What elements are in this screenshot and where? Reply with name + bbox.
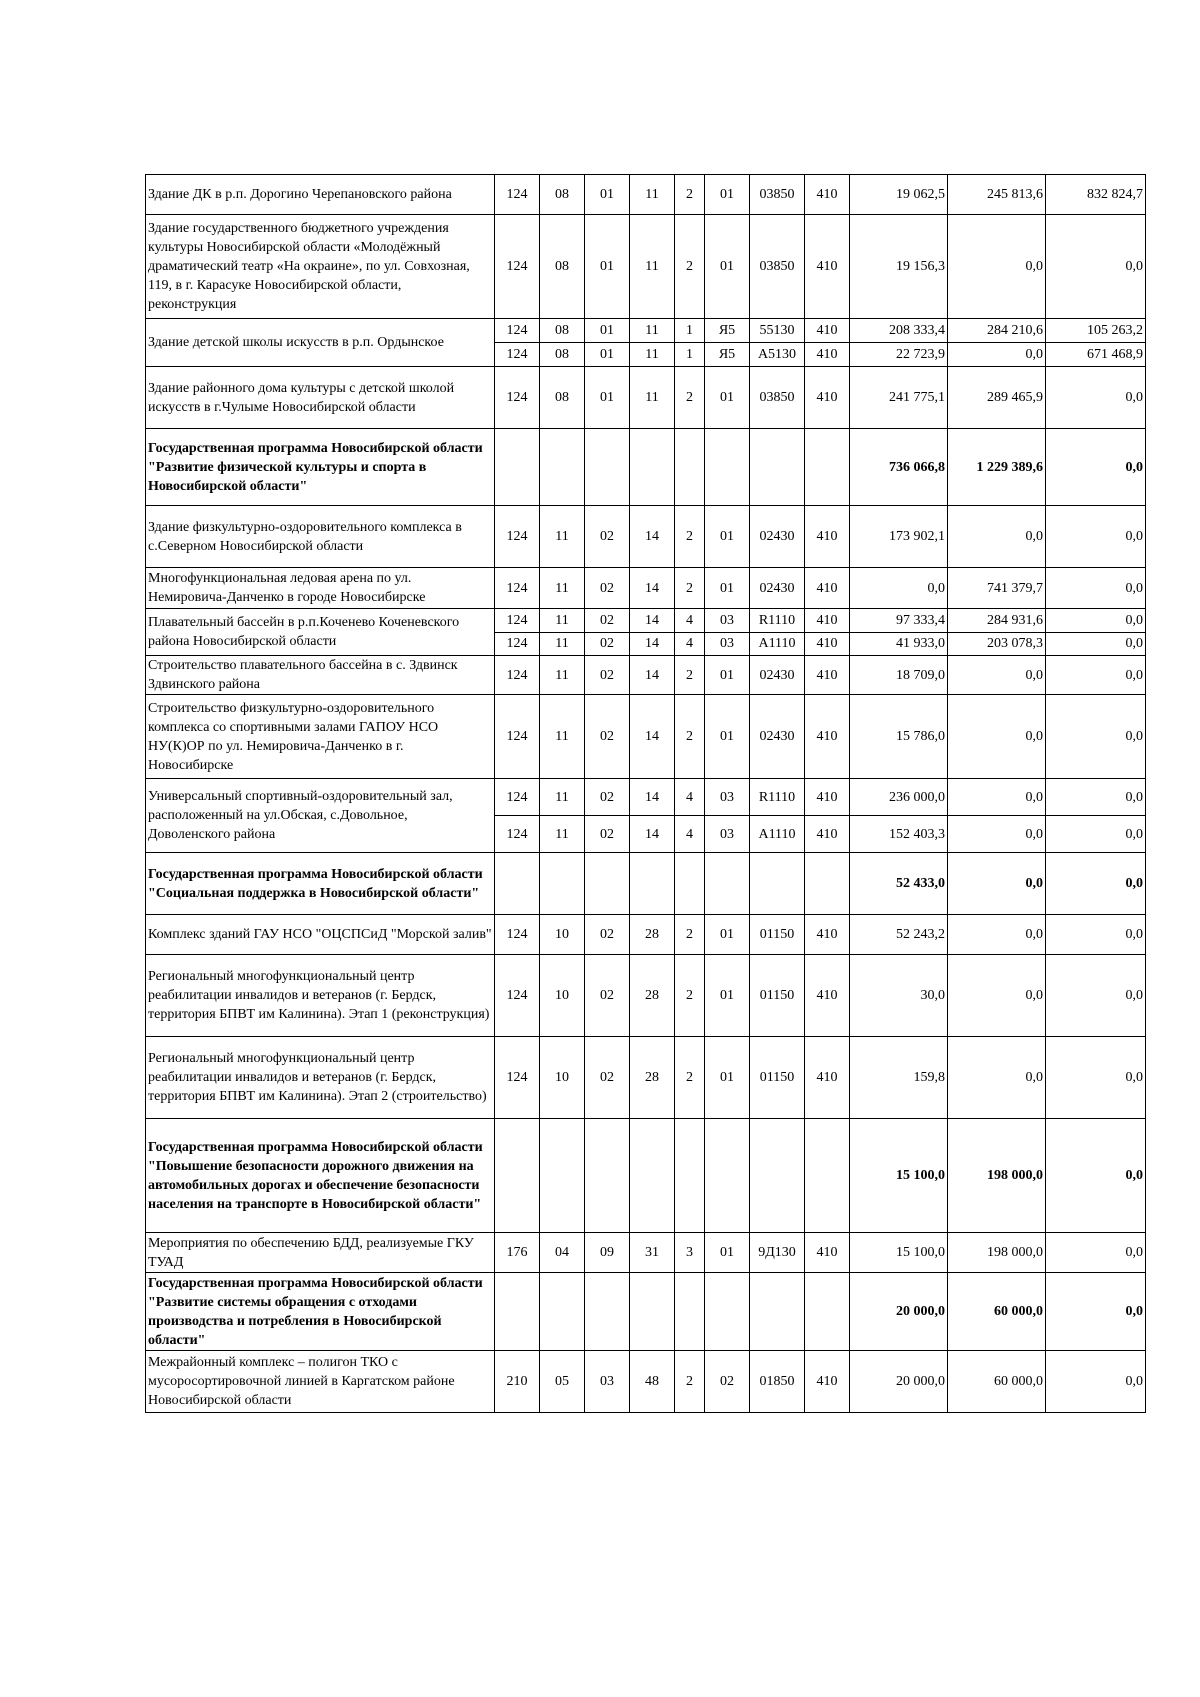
- code-cell: 01150: [750, 915, 805, 955]
- code-cell: [585, 1273, 630, 1351]
- code-cell: 05: [540, 1351, 585, 1413]
- code-cell: 1: [675, 343, 705, 367]
- amount-cell: 0,0: [1046, 568, 1146, 609]
- code-cell: 03850: [750, 215, 805, 319]
- row-name: Здание детской школы искусств в р.п. Ордынское: [146, 319, 495, 367]
- amount-cell: 60 000,0: [948, 1351, 1046, 1413]
- row-name: Государственная программа Новосибирской области "Повышение безопасности дорожного движения на автомобильных дорогах и обеспечение безопасности населения на транспорте в Новосибирской области": [146, 1119, 495, 1233]
- amount-cell: 208 333,4: [850, 319, 948, 343]
- code-cell: [540, 1273, 585, 1351]
- amount-cell: 159,8: [850, 1037, 948, 1119]
- code-cell: 11: [630, 367, 675, 429]
- code-cell: 410: [805, 175, 850, 215]
- code-cell: 11: [540, 779, 585, 816]
- code-cell: 01: [705, 695, 750, 779]
- code-cell: 01: [585, 319, 630, 343]
- code-cell: 14: [630, 695, 675, 779]
- table-row: [146, 915, 1146, 955]
- code-cell: 02430: [750, 695, 805, 779]
- amount-cell: 30,0: [850, 955, 948, 1037]
- code-cell: [805, 429, 850, 506]
- code-cell: 01: [585, 367, 630, 429]
- code-cell: 9Д130: [750, 1233, 805, 1273]
- amount-cell: 18 709,0: [850, 656, 948, 695]
- amount-cell: 15 100,0: [850, 1233, 948, 1273]
- code-cell: [750, 1273, 805, 1351]
- amount-cell: 1 229 389,6: [948, 429, 1046, 506]
- amount-cell: 0,0: [1046, 429, 1146, 506]
- table-body: [146, 175, 1146, 1413]
- code-cell: 02: [585, 816, 630, 853]
- code-cell: 11: [540, 656, 585, 695]
- amount-cell: 0,0: [948, 955, 1046, 1037]
- amount-cell: 60 000,0: [948, 1273, 1046, 1351]
- code-cell: [675, 429, 705, 506]
- code-cell: 14: [630, 779, 675, 816]
- code-cell: 2: [675, 175, 705, 215]
- code-cell: 124: [495, 779, 540, 816]
- code-cell: 410: [805, 609, 850, 633]
- amount-cell: 0,0: [948, 695, 1046, 779]
- code-cell: 124: [495, 367, 540, 429]
- code-cell: 01: [705, 656, 750, 695]
- code-cell: 124: [495, 568, 540, 609]
- code-cell: 4: [675, 779, 705, 816]
- code-cell: 124: [495, 215, 540, 319]
- row-name: Здание государственного бюджетного учреждения культуры Новосибирской области «Молодёжный драматический театр «На окраине», по ул. Совхозная, 119, в г. Карасуке Новосибирской области, реконструкция: [146, 215, 495, 319]
- code-cell: [495, 1119, 540, 1233]
- code-cell: 01150: [750, 955, 805, 1037]
- code-cell: R1110: [750, 609, 805, 633]
- code-cell: 124: [495, 656, 540, 695]
- amount-cell: 0,0: [1046, 853, 1146, 915]
- table-row: [146, 1233, 1146, 1273]
- code-cell: 28: [630, 955, 675, 1037]
- code-cell: [805, 853, 850, 915]
- amount-cell: 20 000,0: [850, 1351, 948, 1413]
- amount-cell: 671 468,9: [1046, 343, 1146, 367]
- code-cell: 11: [540, 609, 585, 633]
- row-name: Плавательный бассейн в р.п.Коченево Коченевского района Новосибирской области: [146, 609, 495, 656]
- row-name: Региональный многофункциональный центр реабилитации инвалидов и ветеранов (г. Бердск, территория БПВТ им Калинина). Этап 1 (реконструкция): [146, 955, 495, 1037]
- code-cell: 2: [675, 915, 705, 955]
- code-cell: 124: [495, 506, 540, 568]
- code-cell: [705, 853, 750, 915]
- code-cell: 02: [585, 1037, 630, 1119]
- code-cell: [585, 429, 630, 506]
- code-cell: 11: [540, 816, 585, 853]
- amount-cell: 0,0: [1046, 955, 1146, 1037]
- code-cell: 4: [675, 609, 705, 633]
- table-row: [146, 568, 1146, 609]
- code-cell: 410: [805, 1351, 850, 1413]
- code-cell: [675, 853, 705, 915]
- code-cell: 410: [805, 215, 850, 319]
- amount-cell: 15 786,0: [850, 695, 948, 779]
- code-cell: 01150: [750, 1037, 805, 1119]
- amount-cell: 0,0: [948, 779, 1046, 816]
- code-cell: 08: [540, 175, 585, 215]
- amount-cell: 0,0: [1046, 1273, 1146, 1351]
- code-cell: 176: [495, 1233, 540, 1273]
- code-cell: 28: [630, 1037, 675, 1119]
- code-cell: 11: [630, 175, 675, 215]
- table-row: [146, 1351, 1146, 1413]
- code-cell: А1110: [750, 816, 805, 853]
- code-cell: [705, 429, 750, 506]
- code-cell: 02430: [750, 568, 805, 609]
- code-cell: 410: [805, 656, 850, 695]
- code-cell: 03850: [750, 367, 805, 429]
- code-cell: 08: [540, 367, 585, 429]
- amount-cell: 41 933,0: [850, 632, 948, 656]
- amount-cell: 736 066,8: [850, 429, 948, 506]
- table-row: [146, 506, 1146, 568]
- amount-cell: 0,0: [1046, 1233, 1146, 1273]
- amount-cell: 0,0: [948, 853, 1046, 915]
- code-cell: 124: [495, 816, 540, 853]
- code-cell: R1110: [750, 779, 805, 816]
- code-cell: 02: [585, 915, 630, 955]
- amount-cell: 0,0: [850, 568, 948, 609]
- row-name: Здание ДК в р.п. Дорогино Черепановского района: [146, 175, 495, 215]
- amount-cell: 0,0: [948, 1037, 1046, 1119]
- code-cell: 01: [705, 1233, 750, 1273]
- code-cell: 02: [585, 506, 630, 568]
- code-cell: 2: [675, 955, 705, 1037]
- table-row: [146, 1037, 1146, 1119]
- code-cell: 01: [705, 568, 750, 609]
- code-cell: 2: [675, 215, 705, 319]
- amount-cell: 0,0: [1046, 506, 1146, 568]
- code-cell: 28: [630, 915, 675, 955]
- program-row: [146, 853, 1146, 915]
- code-cell: [705, 1273, 750, 1351]
- amount-cell: 0,0: [948, 915, 1046, 955]
- code-cell: 03: [705, 632, 750, 656]
- amount-cell: 0,0: [948, 343, 1046, 367]
- code-cell: 03850: [750, 175, 805, 215]
- code-cell: 08: [540, 343, 585, 367]
- table-row: [146, 955, 1146, 1037]
- code-cell: 410: [805, 816, 850, 853]
- table-row: [146, 367, 1146, 429]
- amount-cell: 0,0: [948, 816, 1046, 853]
- code-cell: 4: [675, 632, 705, 656]
- amount-cell: 241 775,1: [850, 367, 948, 429]
- amount-cell: 284 210,6: [948, 319, 1046, 343]
- code-cell: [805, 1273, 850, 1351]
- code-cell: 02430: [750, 656, 805, 695]
- code-cell: 01: [585, 175, 630, 215]
- code-cell: 2: [675, 695, 705, 779]
- amount-cell: 284 931,6: [948, 609, 1046, 633]
- code-cell: [585, 1119, 630, 1233]
- table-row: [146, 175, 1146, 215]
- code-cell: [495, 1273, 540, 1351]
- amount-cell: 0,0: [1046, 816, 1146, 853]
- table-row: [146, 695, 1146, 779]
- table-row: [146, 656, 1146, 695]
- amount-cell: 22 723,9: [850, 343, 948, 367]
- code-cell: 02: [585, 656, 630, 695]
- code-cell: 410: [805, 568, 850, 609]
- amount-cell: 0,0: [1046, 215, 1146, 319]
- code-cell: 01: [585, 215, 630, 319]
- code-cell: 2: [675, 1037, 705, 1119]
- code-cell: 210: [495, 1351, 540, 1413]
- amount-cell: 0,0: [1046, 367, 1146, 429]
- amount-cell: 289 465,9: [948, 367, 1046, 429]
- code-cell: 124: [495, 609, 540, 633]
- amount-cell: 0,0: [948, 506, 1046, 568]
- code-cell: 10: [540, 955, 585, 1037]
- code-cell: 01: [705, 955, 750, 1037]
- code-cell: [675, 1119, 705, 1233]
- row-name: Строительство плавательного бассейна в с. Здвинск Здвинского района: [146, 656, 495, 695]
- amount-cell: 173 902,1: [850, 506, 948, 568]
- table-row: [146, 609, 1146, 633]
- code-cell: А1110: [750, 632, 805, 656]
- row-name: Здание районного дома культуры с детской школой искусств в г.Чулыме Новосибирской области: [146, 367, 495, 429]
- amount-cell: 52 243,2: [850, 915, 948, 955]
- amount-cell: 0,0: [1046, 779, 1146, 816]
- code-cell: [630, 853, 675, 915]
- code-cell: [750, 853, 805, 915]
- code-cell: 124: [495, 915, 540, 955]
- row-name: Межрайонный комплекс – полигон ТКО с мусоросортировочной линией в Каргатском районе Новосибирской области: [146, 1351, 495, 1413]
- budget-table: [145, 174, 1146, 1413]
- code-cell: 01: [705, 915, 750, 955]
- amount-cell: 105 263,2: [1046, 319, 1146, 343]
- code-cell: 31: [630, 1233, 675, 1273]
- code-cell: [585, 853, 630, 915]
- code-cell: [540, 853, 585, 915]
- amount-cell: 198 000,0: [948, 1119, 1046, 1233]
- code-cell: 2: [675, 1351, 705, 1413]
- code-cell: 2: [675, 506, 705, 568]
- amount-cell: 741 379,7: [948, 568, 1046, 609]
- code-cell: 14: [630, 506, 675, 568]
- code-cell: 02: [585, 779, 630, 816]
- code-cell: 124: [495, 632, 540, 656]
- code-cell: 08: [540, 319, 585, 343]
- amount-cell: 0,0: [1046, 632, 1146, 656]
- code-cell: 10: [540, 1037, 585, 1119]
- amount-cell: 245 813,6: [948, 175, 1046, 215]
- code-cell: 124: [495, 319, 540, 343]
- amount-cell: 19 156,3: [850, 215, 948, 319]
- code-cell: 14: [630, 568, 675, 609]
- code-cell: 4: [675, 816, 705, 853]
- code-cell: [805, 1119, 850, 1233]
- program-row: [146, 429, 1146, 506]
- table-row: [146, 779, 1146, 816]
- code-cell: [495, 429, 540, 506]
- amount-cell: 20 000,0: [850, 1273, 948, 1351]
- program-row: [146, 1119, 1146, 1233]
- code-cell: 410: [805, 1037, 850, 1119]
- table-row: [146, 319, 1146, 343]
- row-name: Универсальный спортивный-оздоровительный зал, расположенный на ул.Обская, с.Довольное, Доволенского района: [146, 779, 495, 853]
- row-name: Государственная программа Новосибирской области "Развитие системы обращения с отходами производства и потребления в Новосибирской области": [146, 1273, 495, 1351]
- code-cell: 02430: [750, 506, 805, 568]
- code-cell: [540, 429, 585, 506]
- code-cell: 124: [495, 1037, 540, 1119]
- code-cell: [705, 1119, 750, 1233]
- amount-cell: 0,0: [948, 215, 1046, 319]
- amount-cell: 236 000,0: [850, 779, 948, 816]
- code-cell: 410: [805, 779, 850, 816]
- code-cell: 11: [540, 568, 585, 609]
- code-cell: 02: [585, 955, 630, 1037]
- code-cell: [750, 1119, 805, 1233]
- amount-cell: 152 403,3: [850, 816, 948, 853]
- amount-cell: 0,0: [1046, 1037, 1146, 1119]
- code-cell: 48: [630, 1351, 675, 1413]
- amount-cell: 97 333,4: [850, 609, 948, 633]
- code-cell: [540, 1119, 585, 1233]
- row-name: Мероприятия по обеспечению БДД, реализуемые ГКУ ТУАД: [146, 1233, 495, 1273]
- code-cell: 08: [540, 215, 585, 319]
- code-cell: 14: [630, 816, 675, 853]
- code-cell: 03: [705, 779, 750, 816]
- code-cell: 124: [495, 955, 540, 1037]
- row-name: Комплекс зданий ГАУ НСО "ОЦСПСиД "Морской залив": [146, 915, 495, 955]
- code-cell: 01: [705, 1037, 750, 1119]
- row-name: Региональный многофункциональный центр реабилитации инвалидов и ветеранов (г. Бердск, территория БПВТ им Калинина). Этап 2 (строительство): [146, 1037, 495, 1119]
- amount-cell: 0,0: [1046, 1351, 1146, 1413]
- amount-cell: 15 100,0: [850, 1119, 948, 1233]
- code-cell: 11: [630, 319, 675, 343]
- code-cell: 14: [630, 609, 675, 633]
- amount-cell: 19 062,5: [850, 175, 948, 215]
- code-cell: 124: [495, 343, 540, 367]
- code-cell: 3: [675, 1233, 705, 1273]
- code-cell: 55130: [750, 319, 805, 343]
- code-cell: 2: [675, 367, 705, 429]
- code-cell: 02: [585, 609, 630, 633]
- table-row: [146, 215, 1146, 319]
- code-cell: 410: [805, 915, 850, 955]
- code-cell: 124: [495, 175, 540, 215]
- code-cell: 410: [805, 632, 850, 656]
- amount-cell: 0,0: [1046, 656, 1146, 695]
- code-cell: [630, 1273, 675, 1351]
- code-cell: 2: [675, 568, 705, 609]
- code-cell: 10: [540, 915, 585, 955]
- amount-cell: 0,0: [1046, 695, 1146, 779]
- code-cell: 01: [705, 506, 750, 568]
- code-cell: [630, 429, 675, 506]
- code-cell: 11: [540, 695, 585, 779]
- code-cell: 01850: [750, 1351, 805, 1413]
- amount-cell: 203 078,3: [948, 632, 1046, 656]
- code-cell: 11: [540, 506, 585, 568]
- amount-cell: 832 824,7: [1046, 175, 1146, 215]
- code-cell: 02: [585, 695, 630, 779]
- amount-cell: 198 000,0: [948, 1233, 1046, 1273]
- row-name: Строительство физкультурно-оздоровительного комплекса со спортивными залами ГАПОУ НСО НУ(К)ОР по ул. Немировича-Данченко в г. Новосибирске: [146, 695, 495, 779]
- amount-cell: 0,0: [1046, 1119, 1146, 1233]
- code-cell: 09: [585, 1233, 630, 1273]
- code-cell: 03: [705, 816, 750, 853]
- code-cell: 01: [705, 215, 750, 319]
- code-cell: [675, 1273, 705, 1351]
- code-cell: 14: [630, 632, 675, 656]
- code-cell: 11: [630, 343, 675, 367]
- code-cell: 1: [675, 319, 705, 343]
- code-cell: 03: [585, 1351, 630, 1413]
- amount-cell: 0,0: [948, 656, 1046, 695]
- program-row: [146, 1273, 1146, 1351]
- code-cell: [495, 853, 540, 915]
- code-cell: 11: [540, 632, 585, 656]
- code-cell: 124: [495, 695, 540, 779]
- code-cell: Я5: [705, 319, 750, 343]
- code-cell: 410: [805, 1233, 850, 1273]
- row-name: Государственная программа Новосибирской области "Социальная поддержка в Новосибирской области": [146, 853, 495, 915]
- amount-cell: 0,0: [1046, 609, 1146, 633]
- row-name: Государственная программа Новосибирской области "Развитие физической культуры и спорта в Новосибирской области": [146, 429, 495, 506]
- code-cell: 03: [705, 609, 750, 633]
- code-cell: 01: [705, 175, 750, 215]
- code-cell: 01: [585, 343, 630, 367]
- code-cell: 02: [585, 568, 630, 609]
- code-cell: 410: [805, 955, 850, 1037]
- code-cell: 410: [805, 506, 850, 568]
- code-cell: Я5: [705, 343, 750, 367]
- code-cell: [750, 429, 805, 506]
- code-cell: [630, 1119, 675, 1233]
- code-cell: 2: [675, 656, 705, 695]
- code-cell: 02: [585, 632, 630, 656]
- code-cell: 410: [805, 319, 850, 343]
- code-cell: 14: [630, 656, 675, 695]
- row-name: Здание физкультурно-оздоровительного комплекса в с.Северном Новосибирской области: [146, 506, 495, 568]
- code-cell: 410: [805, 367, 850, 429]
- amount-cell: 0,0: [1046, 915, 1146, 955]
- code-cell: 04: [540, 1233, 585, 1273]
- row-name: Многофункциональная ледовая арена по ул. Немировича-Данченко в городе Новосибирске: [146, 568, 495, 609]
- code-cell: 11: [630, 215, 675, 319]
- code-cell: 410: [805, 695, 850, 779]
- code-cell: 02: [705, 1351, 750, 1413]
- amount-cell: 52 433,0: [850, 853, 948, 915]
- code-cell: 410: [805, 343, 850, 367]
- code-cell: 01: [705, 367, 750, 429]
- code-cell: А5130: [750, 343, 805, 367]
